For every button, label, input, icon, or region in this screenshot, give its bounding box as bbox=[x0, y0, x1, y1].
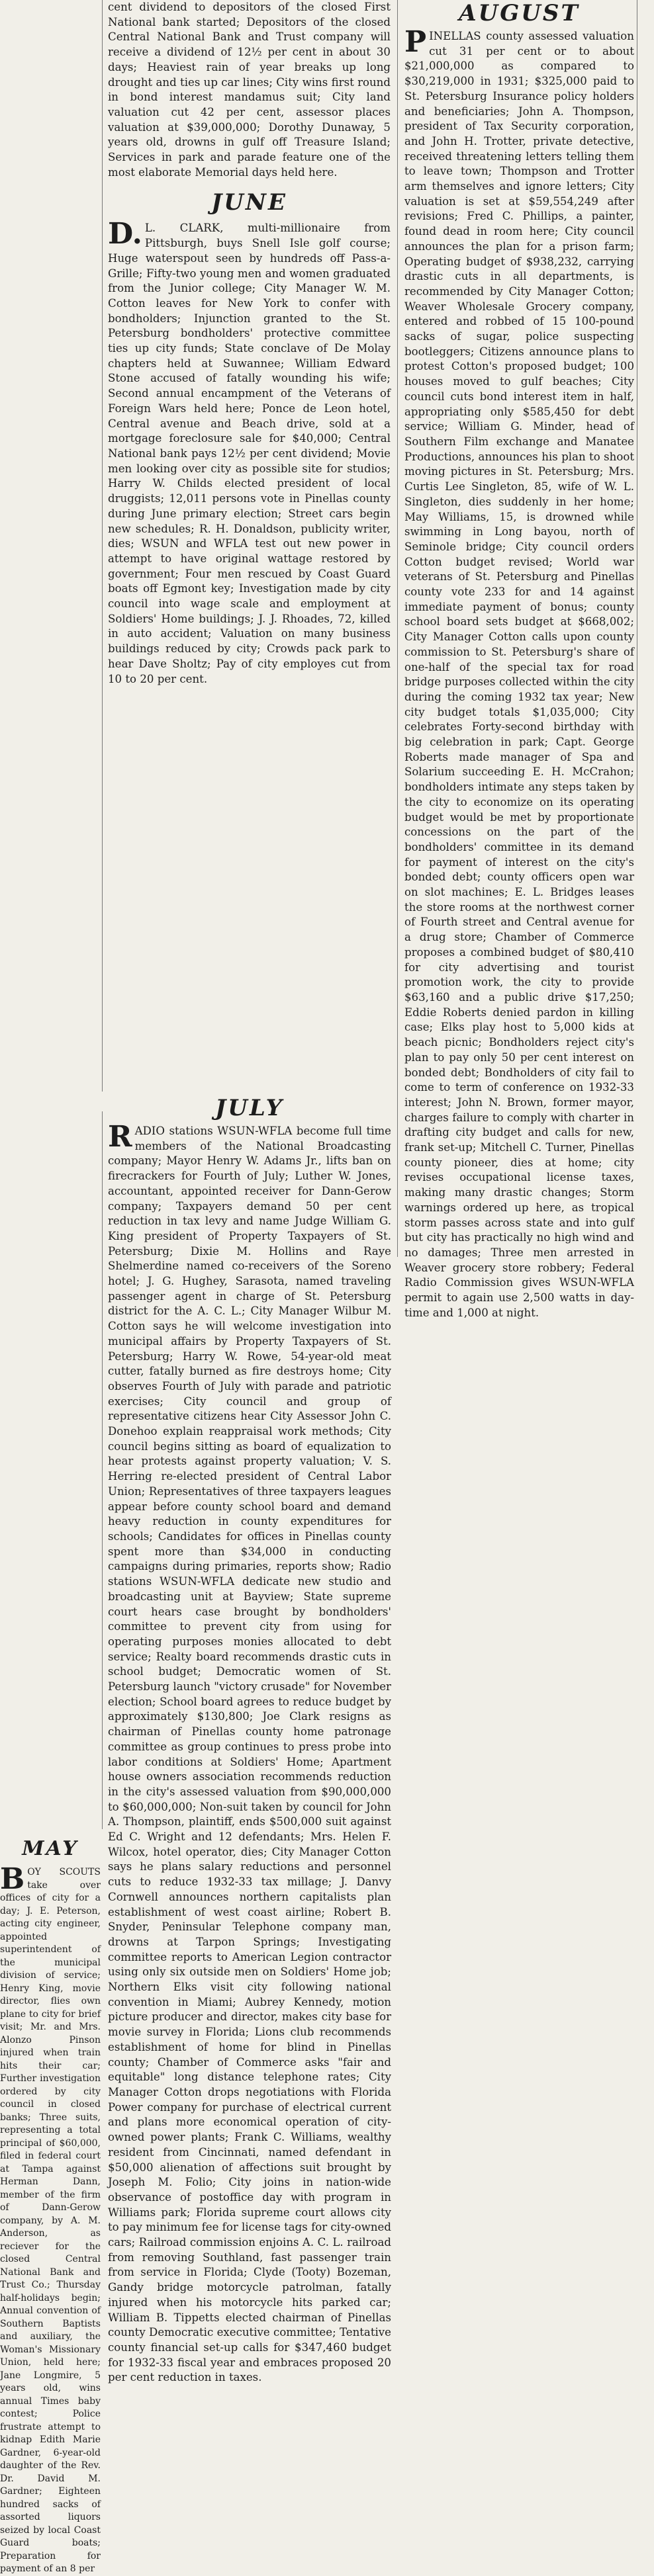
may-heading: MAY bbox=[22, 1837, 79, 1860]
july-heading: JULY bbox=[215, 1095, 284, 1121]
june-column bbox=[108, 0, 391, 1085]
july-body-text: RADIO stations WSUN-WFLA become full time members of the National Broadcasting company; Mayor Henry W. Adams Jr., lifts ban on firecrackers for Fourth of July; Luther W. Jones, accountant, appointed receiver for Dann-Gerow company; Taxpayers demand 50 per cent reduction in tax levy and name Judge William G. King president of Property Taxpayers of St. Petersburg; Dixie M. Hollins and Raye Shelmerdine named co-receivers of the Soreno hotel; J. G. Hughey, Sarasota, named traveling passenger agent in charge of St. Petersburg district for the A. C. L.; City Manager Wilbur M. Cotton says he will welcome investigation into municipal affairs by Property Taxpayers of St. Petersburg; Harry W. Rowe, 54-year-old meat cutter, fatally burned as fire destroys home; City observes Fourth of July with parade and patriotic exercises; City council and group of representative citizens hear City Assessor John C. Donehoo explain reappraisal work methods; City council begins sitting as board of equalization to hear protests against property valuation; V. S. Herring re-elected president of Central Labor Union; Representatives of three taxpayers leagues appear before county school board and demand heavy reduction in county expenditures for schools; Candidates for offices in Pinellas county spent more than $34,000 in conducting campaigns during primaries, reports show; Radio stations WSUN-WFLA dedicate new studio and broadcasting unit at Bayview; State supreme court hears case brought by bondholders' committee to prevent city from using for operating purposes monies allocated to debt service; Realty board recommends drastic cuts in school budget; Democratic women of St. Petersburg launch "victory crusade" for November election; School board agrees to reduce budget by approximately $130,800; Joe Clark resigns as chairman of Pinellas county home patronage committee as group continues to press probe into labor conditions at Soldiers' Home; Apartment house owners association recommends reduction in the city's assessed valuation from $90,000,000 to $60,000,000; Non-suit taken by council for John A. Thompson, plaintiff, ends $500,000 suit against Ed C. Wright and 12 defendants; Mrs. Helen F. Wilcox, hotel operator, dies; City Manager Cotton says he plans salary reductions and personnel cuts to reduce 1932-33 tax millage; J. Danvy Cornwell announces northern capitalists plan establishment of west coast airline; Robert B. Snyder, Peninsular Telephone company man, drowns at Tarpon Springs; Investigating committee reports to American Legion contractor using only six outside men on Soldiers' Home job; Northern Elks visit city following national convention in Miami; Aubrey Kennedy, motion picture producer and director, makes city base for movie survey in Florida; Lions club recommends establishment of home for blind in Pinellas county; Chamber of Commerce asks "fair and equitable" long distance telephone rates; City Manager Cotton drops negotiations with Florida Power company for purchase of electrical current and plans more economical operation of city-owned power plants; Frank C. Williams, wealthy resident from Cincinnati, named defendant in $50,000 alienation of affections suit brought by Joseph M. Folio; City joins in nation-wide observance of postoffice day with program in Williams park; Florida supreme court allows city to pay minimum fee for license tags for city-owned cars; Railroad commission enjoins A. C. L. railroad from removing Southland, fast passenger train from service in Florida; Clyde (Tooty) Bozeman, Gandy bridge motorcycle patrolman, fatally injured when his motorcycle hits parked car; William B. Tippetts elected chairman of Pinellas county Democratic executive committee; Tentative county financial set-up calls for $347,460 budget for 1932-33 fiscal year and embraces proposed 20 per cent reduction in taxes. bbox=[108, 1120, 391, 2384]
may-column bbox=[0, 1836, 101, 2574]
column-rule-left bbox=[102, 0, 103, 1092]
august-heading: AUGUST bbox=[459, 0, 580, 26]
august-body-text: PINELLAS county assessed valuation cut 31 per cent or to about $21,000,000 as compared to $30,219,000 in 1931; $325,000 paid to St. Petersburg Insurance policy holders and beneficiaries; John A. Thompson, president of Tax Security corporation, and John H. Trotter, private detective, received threatening letters telling them to leave town; Thompson and Trotter arm themselves and ignore letters; City valuation is set at $59,554,249 after revisions; Fred C. Phillips, a painter, found dead in room here; City council announces the plan for a prison farm; Operating budget of $938,232, carrying drastic cuts in all departments, is recommended by City Manager Cotton; Weaver Wholesale Grocery company, entered and robbed of 15 100-pound sacks of sugar, police suspecting bootleggers; Citizens announce plans to protest Cotton's proposed budget; 100 houses moved to gulf beaches; City council cuts bond interest item in half, appropriating only $585,450 for debt service; William G. Minder, head of Southern Film exchange and Manatee Productions, announces his plan to shoot moving pictures in St. Petersburg; Mrs. Curtis Lee Singleton, 85, wife of W. L. Singleton, dies suddenly in her home; May Williams, 15, is drowned while swimming in Long bayou, north of Seminole bridge; City council orders Cotton budget revised; World war veterans of St. Petersburg and Pinellas county vote 233 for and 14 against immediate payment of bonus; county school board sets budget at $668,002; City Manager Cotton calls upon county commission to St. Petersburg's share of one-half of the special tax for road bridge purposes collected within the city during the coming 1932 tax year; New city budget totals $1,035,000; City celebrates Forty-second birthday with big celebration in park; Capt. George Roberts made manager of Spa and Solarium succeeding E. H. McCrahon; bondholders intimate any steps taken by the city to economize on its operating budget would be met by proportionate concessions on the part of the bondholders' committee in its demand for payment of interest on the city's bonded debt; county officers open war on slot machines; E. L. Bridges leases the store rooms at the northwest corner of Fourth street and Central avenue for a drug store; Chamber of Commerce proposes a combined budget of $80,410 for city advertising and tourist promotion work, the city to provide $63,160 and a public drive $17,250; Eddie Roberts denied pardon in killing case; Elks play host to 5,000 kids at beach picnic; Bondholders reject city's plan to pay only 50 per cent interest on bonded debt; Bondholders of city fail to come to term of conference on 1932-33 interest; John N. Brown, former mayor, charges failure to comply with charter in drafting city budget and calls for new, frank set-up; Mitchell C. Turner, Pinellas county pioneer, dies at home; city revises occupational license taxes, making many drastic changes; Storm warnings ordered up here, as tropical storm passes across state and into gulf but city has practically no high wind and no damages; Three men arrested in Weaver grocery store robbery; Federal Radio Commission gives WSUN-WFLA permit to again use 2,500 watts in day-time and 1,000 at night. bbox=[404, 25, 634, 1319]
column-rule-left-lower bbox=[102, 1111, 103, 1829]
june-intro-text: cent dividend to depositors of the closed First National bank started; Depositors of the closed Central National Bank and Trust company will receive a dividend of 12½ per cent in about 30 days; Heaviest rain of year breaks up long drought and ties up car lines; City wins first round in bond interest mandamus suit; City land valuation cut 42 per cent, assessor places valuation at $39,000,000; Dorothy Dunaway, 5 years old, drowns in gulf off Treasure Island; Services in park and parade feature one of the most elaborate Memorial days held here. bbox=[108, 1, 391, 179]
june-body-text: D.L. CLARK, multi-millionaire from Pittsburgh, buys Snell Isle golf course; Huge waterspout seen by hundreds off Pass-a-Grille; Fifty-two young men and women graduated from the Junior college; City Manager W. M. Cotton leaves for New York to confer with bondholders; Injunction granted to the St. Petersburg bondholders' protective committee ties up city funds; State conclave of De Molay chapters held at Suwannee; William Edward Stone accused of fatally wounding his wife; Second annual encampment of the Veterans of Foreign Wars held here; Ponce de Leon hotel, Central avenue and Beach drive, sold at a mortgage foreclosure sale for $40,000; Central National bank pays 12½ per cent dividend; Movie men looking over city as possible site for studios; Harry W. Childs elected president of local druggists; 12,011 persons vote in Pinellas county during June primary election; Street cars begin new schedules; R. H. Donaldson, publicity writer, dies; WSUN and WFLA test out new power in attempt to have original wattage restored by government; Four men rescued by Coast Guard boats off Egmont key; Investigation made by city council into wage scale and employment at Soldiers' Home buildings; J. J. Rhoades, 72, killed in auto accident; Valuation on many business buildings reduced by city; Crowds pack park to hear Dave Sholtz; Pay of city employes cut from 10 to 20 per cent. bbox=[108, 217, 391, 685]
june-heading: JUNE bbox=[211, 189, 287, 216]
august-column bbox=[404, 0, 634, 1319]
column-rule-right bbox=[397, 0, 398, 1257]
july-column bbox=[108, 1095, 391, 2384]
may-body-text: BOY SCOUTS take over offices of city for a day; J. E. Peterson, acting city engineer, appointed superintendent of the municipal division of service; Henry King, movie director, flies own plane to city for brief visit; Mr. and Mrs. Alonzo Pinson injured when train hits their car; Further investigation ordered by city council in closed banks; Three suits, representing a total principal of $60,000, filed in federal court at Tampa against Herman Dann, member of the firm of Dann-Gerow company, by A. M. Anderson, as reciever for the closed Central National Bank and Trust Co.; Thursday half-holidays begin; Annual convention of Southern Baptists and auxiliary, the Woman's Missionary Union, held here; Jane Longmire, 5 years old, wins annual Times baby contest; Police frustrate attempt to kidnap Edith Marie Gardner, 6-year-old daughter of the Rev. Dr. David M. Gardner; Eighteen hundred sacks of assorted liquors seized by local Coast Guard boats; Preparation for payment of an 8 per bbox=[0, 1862, 101, 2574]
